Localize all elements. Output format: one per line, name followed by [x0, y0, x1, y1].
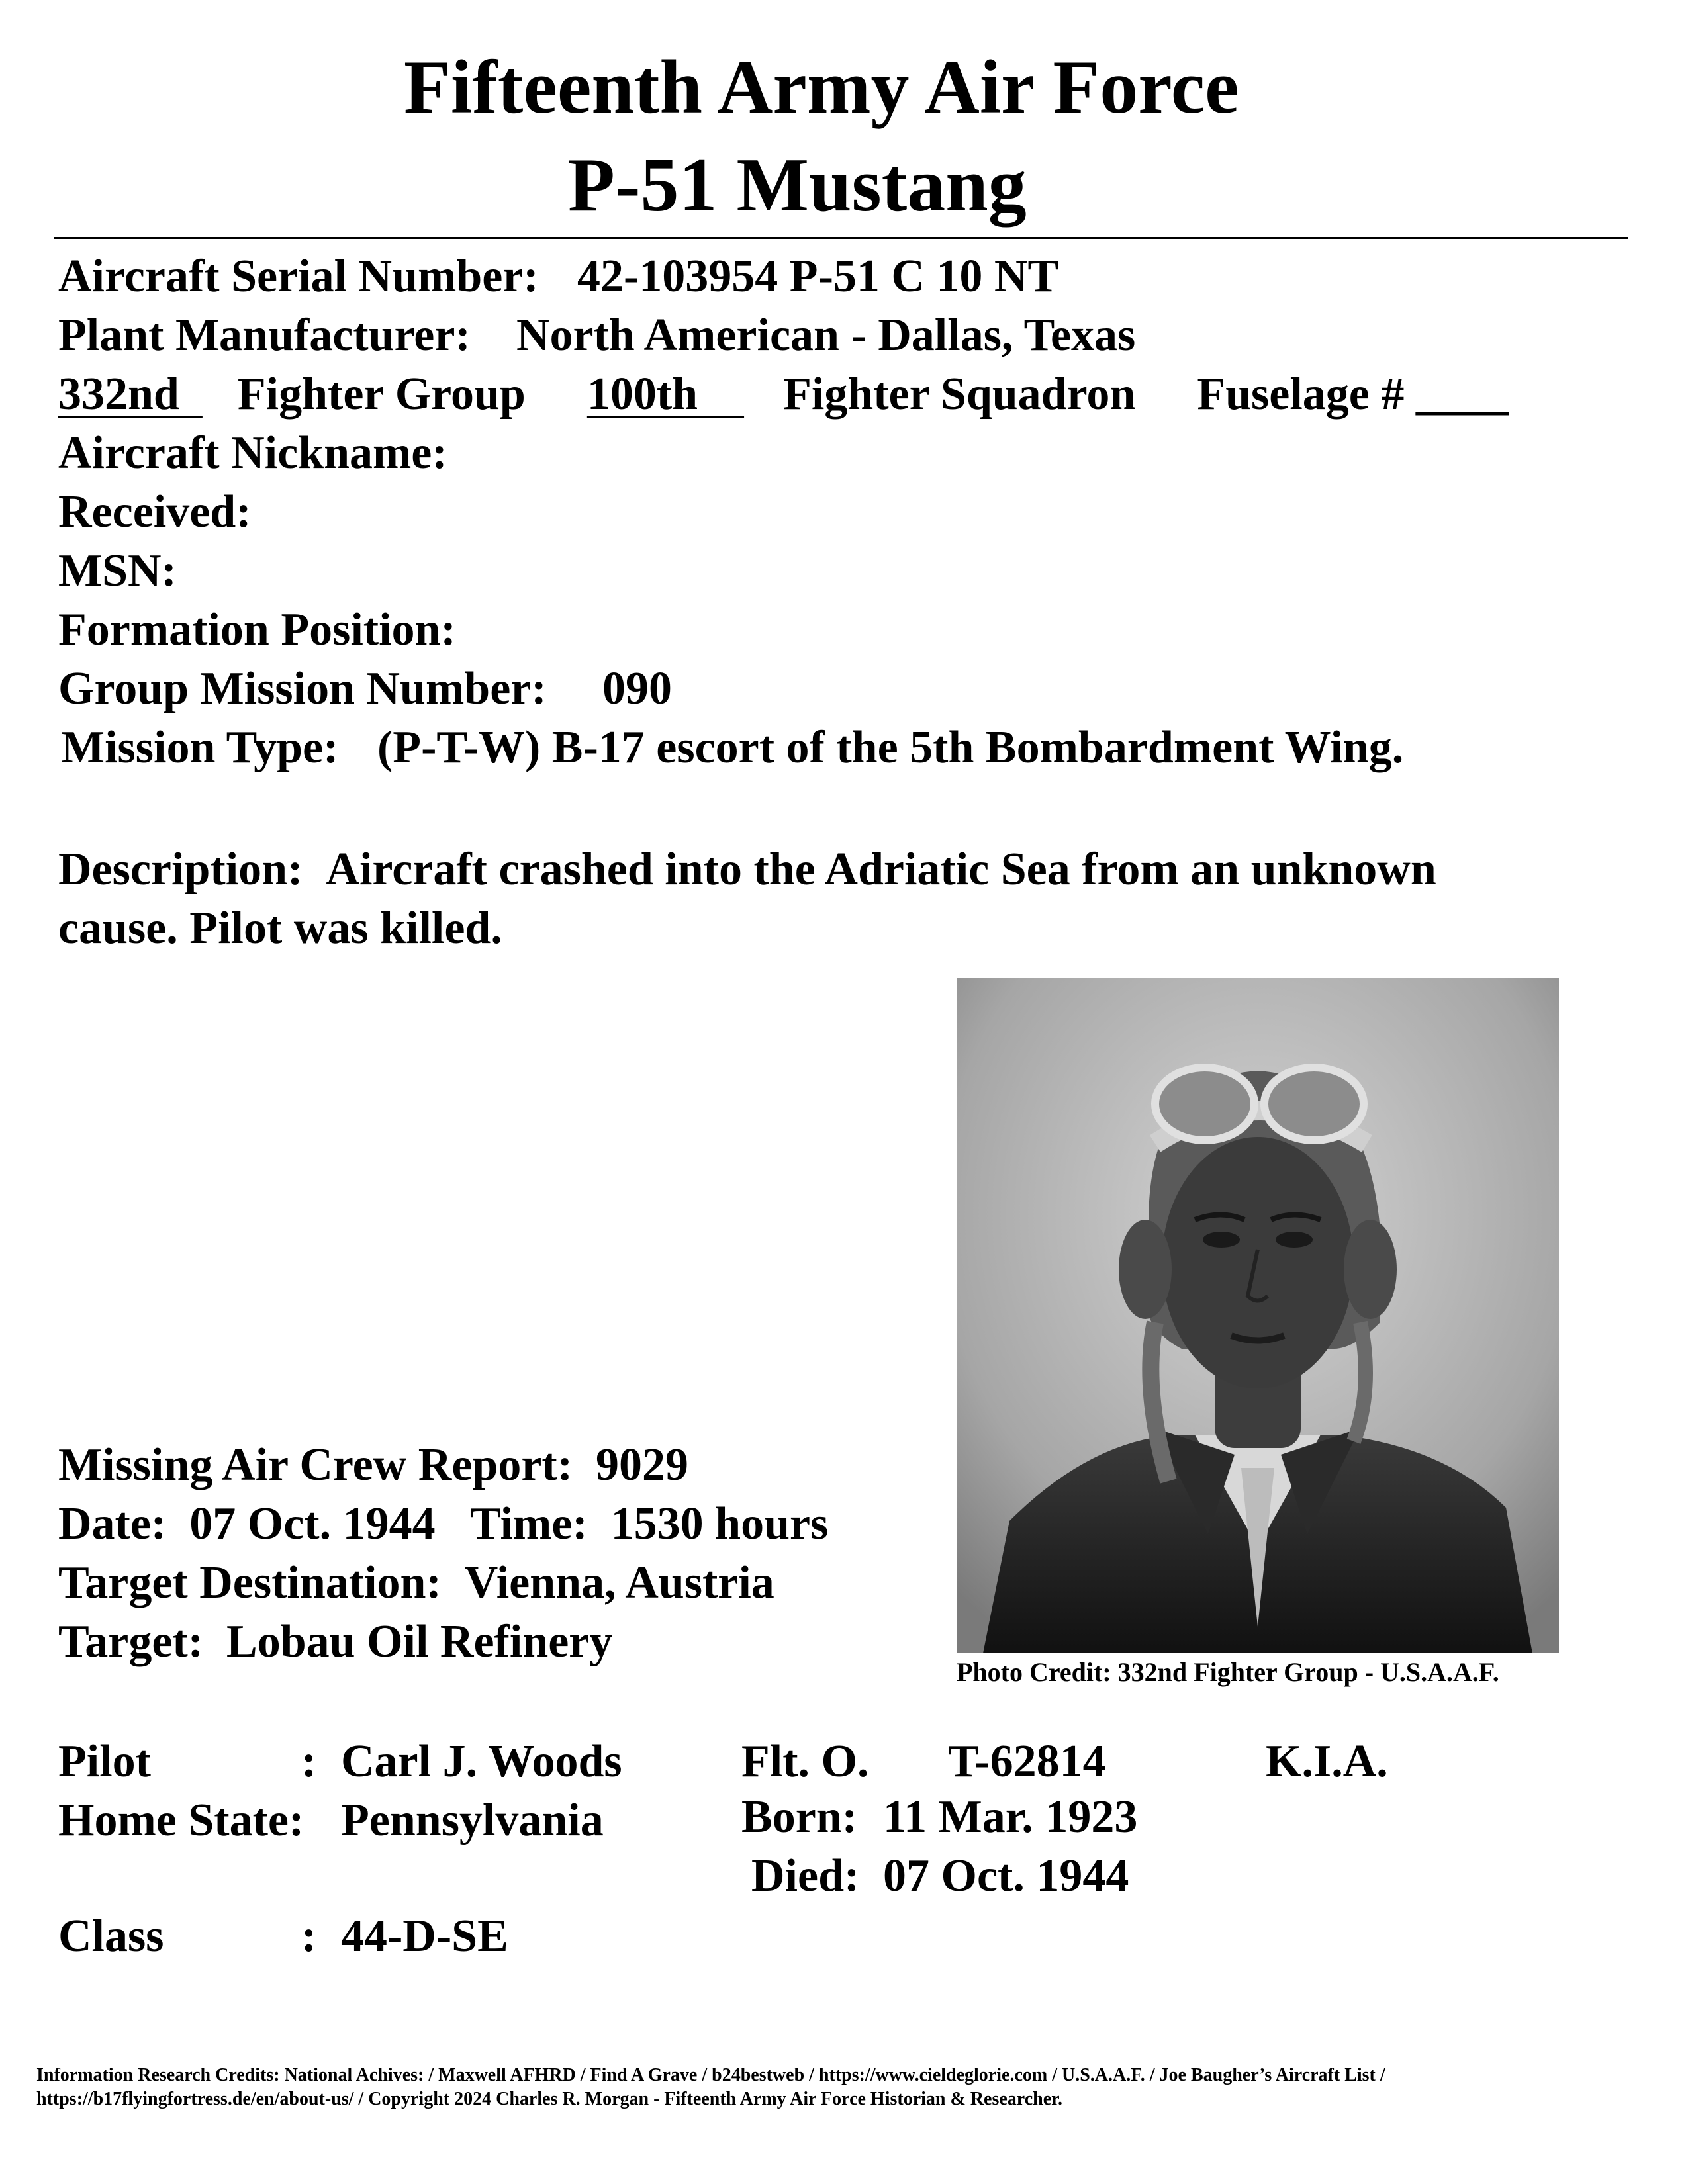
- died-label: Died:: [751, 1850, 860, 1901]
- destination-value: Vienna, Austria: [464, 1557, 774, 1608]
- home-state-value: Pennsylvania: [341, 1795, 604, 1846]
- squadron-value: 100th: [586, 369, 698, 420]
- pilot-name: Carl J. Woods: [341, 1736, 622, 1787]
- destination-label: Target Destination:: [58, 1557, 442, 1608]
- squadron-label: Fighter Squadron: [783, 369, 1136, 420]
- target-line: [58, 1613, 612, 1671]
- macr-label: Missing Air Crew Report:: [58, 1439, 573, 1490]
- destination-line: [58, 1554, 774, 1612]
- macr-value: 9029: [596, 1439, 689, 1490]
- group-value: 332nd: [58, 369, 179, 420]
- photo-credit: Photo Credit: 332nd Fighter Group - U.S.A.A.F.: [957, 1657, 1499, 1687]
- msn-label: MSN:: [58, 545, 177, 596]
- date-label: Date:: [58, 1498, 167, 1549]
- fuselage-value: ____: [1415, 369, 1509, 420]
- group-underline: [179, 369, 203, 420]
- serial-number-label: Aircraft Serial Number:: [58, 251, 539, 302]
- born-label: Born:: [741, 1792, 857, 1843]
- aircraft-type-title: P-51 Mustang: [568, 143, 1027, 228]
- header-divider: [54, 237, 1628, 239]
- mission-type-label: Mission Type:: [61, 722, 339, 773]
- research-credits-line-2: https://b17flyingfortress.de/en/about-us/ / Copyright 2024 Charles R. Morgan - Fifteenth Army Air Force Historian & Researcher.: [36, 2089, 1062, 2109]
- pilot-portrait-photo: [957, 978, 1559, 1653]
- nickname-label: Aircraft Nickname:: [58, 428, 447, 478]
- research-credits-line-1: Information Research Credits: National Achives: / Maxwell AFHRD / Find A Grave / b24bestweb / https://www.cieldeglorie.com / U.S.A.A.F. / Joe Baugher’s Aircraft List /: [36, 2065, 1385, 2085]
- manufacturer-value: North American - Dallas, Texas: [516, 310, 1136, 361]
- macr-line: [58, 1436, 688, 1494]
- pilot-colon: :: [301, 1736, 317, 1787]
- pilot-serial: T-62814: [948, 1736, 1106, 1787]
- page-title: Fifteenth Army Air Force: [404, 45, 1239, 130]
- died-value: 07 Oct. 1944: [883, 1850, 1129, 1901]
- born-value: 11 Mar. 1923: [883, 1792, 1138, 1843]
- description-label: Description:: [58, 844, 303, 895]
- description-line-1: [58, 841, 1436, 899]
- formation-position-label: Formation Position:: [58, 604, 456, 655]
- time-value: 1530 hours: [610, 1498, 829, 1549]
- received-label: Received:: [58, 486, 252, 537]
- serial-number-value: 42-103954 P-51 C 10 NT: [577, 251, 1059, 302]
- mission-number-label: Group Mission Number:: [58, 663, 547, 714]
- fuselage-label: Fuselage #: [1197, 369, 1405, 420]
- class-value: 44-D-SE: [341, 1911, 508, 1962]
- class-label: Class: [58, 1911, 164, 1962]
- mission-number-value: 090: [602, 663, 672, 714]
- pilot-status: K.I.A.: [1266, 1736, 1388, 1787]
- group-unit-line: [58, 365, 1509, 424]
- home-state-label: Home State:: [58, 1795, 305, 1846]
- pilot-label: Pilot: [58, 1736, 151, 1787]
- date-time-line: [58, 1495, 828, 1553]
- pilot-rank: Flt. O.: [741, 1736, 869, 1787]
- squadron-underline: [698, 369, 744, 420]
- manufacturer-label: Plant Manufacturer:: [58, 310, 471, 361]
- description-text-1: Aircraft crashed into the Adriatic Sea from an unknown: [326, 844, 1436, 895]
- group-label: Fighter Group: [237, 369, 526, 420]
- date-value: 07 Oct. 1944: [189, 1498, 436, 1549]
- target-value: Lobau Oil Refinery: [226, 1616, 613, 1667]
- description-text-2: cause. Pilot was killed.: [58, 903, 502, 954]
- mission-type-value: (P-T-W) B-17 escort of the 5th Bombardment Wing.: [377, 722, 1404, 773]
- time-label: Time:: [470, 1498, 588, 1549]
- class-colon: :: [301, 1911, 317, 1962]
- target-label: Target:: [58, 1616, 204, 1667]
